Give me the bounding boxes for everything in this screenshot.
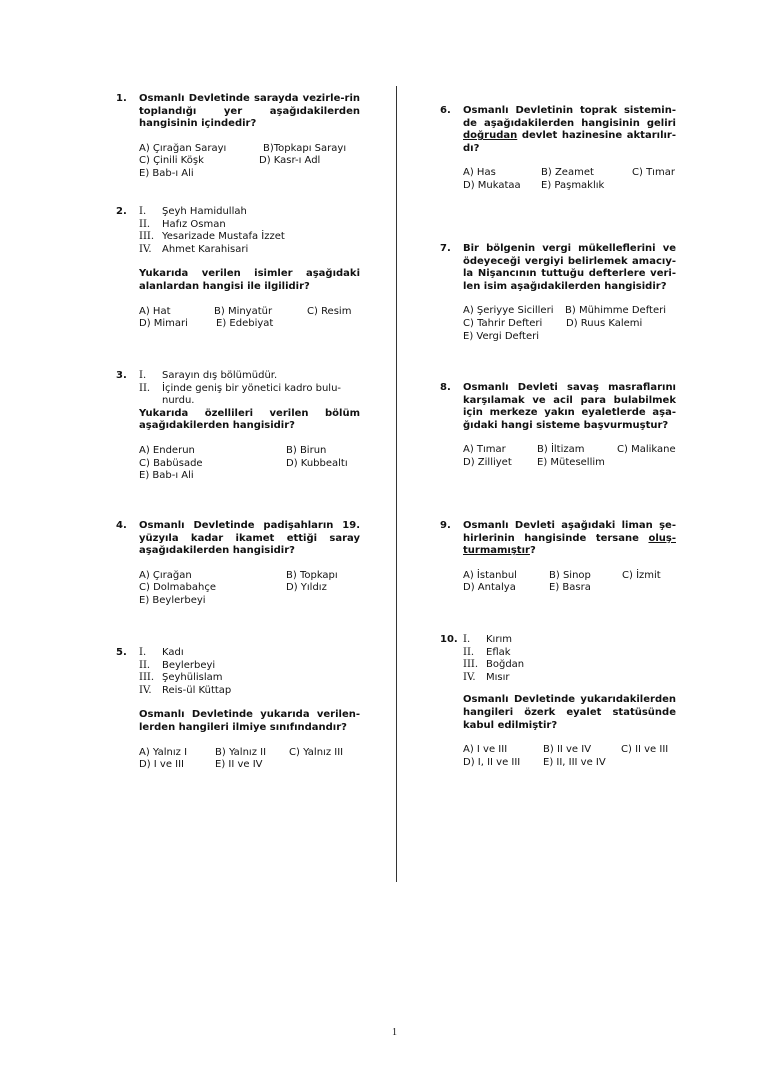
question-7 xyxy=(440,243,676,343)
question-stem: Osmanlı Devletinde padişahların 19. yüzyıla kadar ikamet ettiği saray aşağıdakilerden hangisidir? xyxy=(139,520,360,557)
question-number: 4. xyxy=(116,520,127,531)
option-b[interactable]: B) II ve IV xyxy=(543,744,592,756)
question-stem: Osmanlı Devletinde yukarıda verilen-lerden hangileri ilmiye sınıfındandır? xyxy=(139,709,360,733)
answer-options xyxy=(139,747,360,772)
question-2 xyxy=(116,206,360,331)
option-e[interactable]: E) Bab-ı Ali xyxy=(139,470,194,482)
answer-options xyxy=(139,143,360,181)
question-number: 10. xyxy=(440,634,458,645)
question-5 xyxy=(116,647,360,772)
question-stem: Osmanlı Devleti aşağıdaki liman şe-hirlerinin hangisinde tersane oluş-turmamıştır? xyxy=(463,520,676,557)
question-number: 8. xyxy=(440,382,451,393)
option-d[interactable]: D) Antalya xyxy=(463,582,516,594)
option-b[interactable]: B) İltizam xyxy=(537,444,585,456)
list-item: II. Eflak xyxy=(463,646,511,658)
roman-list xyxy=(139,206,360,256)
option-e[interactable]: E) Mütesellim xyxy=(537,456,605,468)
question-1 xyxy=(116,93,360,181)
list-item: II. Hafız Osman xyxy=(139,218,226,230)
option-a[interactable]: A) Şeriyye Sicilleri xyxy=(463,305,554,317)
roman-list xyxy=(463,634,676,684)
question-stem: Yukarıda özellileri verilen bölüm aşağıdakilerden hangisidir? xyxy=(139,407,360,432)
option-a[interactable]: A) İstanbul xyxy=(463,569,517,581)
option-b[interactable]: B) Minyatür xyxy=(214,305,273,317)
question-stem: Yukarıda verilen isimler aşağıdaki alanlardan hangisi ile ilgilidir? xyxy=(139,268,360,292)
question-stem: Osmanlı Devletinde sarayda vezirle-rin toplandığı yer aşağıdakilerden hangisinin içindedir? xyxy=(139,93,360,130)
option-d[interactable]: D) Yıldız xyxy=(286,582,327,594)
list-item: I. Sarayın dış bölümüdür. xyxy=(139,370,278,381)
question-number: 3. xyxy=(116,370,127,381)
option-b[interactable]: B) Mühimme Defteri xyxy=(565,305,666,317)
option-a[interactable]: A) Has xyxy=(463,167,496,179)
list-item: III. Şeyhülislam xyxy=(139,672,223,684)
list-item: I. Kırım xyxy=(463,634,512,645)
answer-options xyxy=(463,570,676,595)
option-b[interactable]: B) Topkapı xyxy=(286,569,338,581)
option-d[interactable]: D) Mimari xyxy=(139,318,188,330)
page-number: 1 xyxy=(392,1027,397,1038)
option-d[interactable]: D) Mukataa xyxy=(463,179,521,191)
question-3 xyxy=(116,370,360,483)
answer-options xyxy=(463,305,676,343)
question-number: 1. xyxy=(116,93,127,104)
option-d[interactable]: D) Zilliyet xyxy=(463,456,512,468)
option-c[interactable]: C) Çinili Köşk xyxy=(139,155,204,167)
question-number: 5. xyxy=(116,647,127,658)
question-stem: Osmanlı Devleti savaş masraflarını karşılamak ve acil para bulabilmek için merkeze yakın eyaletlerde aşa-ğıdaki hangi sisteme başvurmuştur? xyxy=(463,382,676,431)
list-item: II. İçinde geniş bir yönetici kadro bulu-nurdu. xyxy=(139,382,342,407)
option-e[interactable]: E) Paşmaklık xyxy=(541,179,605,191)
option-b[interactable]: B) Yalnız II xyxy=(215,746,267,758)
question-10 xyxy=(440,634,676,769)
roman-list xyxy=(139,647,360,697)
option-d[interactable]: D) I ve III xyxy=(139,759,185,771)
option-d[interactable]: D) I, II ve III xyxy=(463,756,521,768)
question-stem: Osmanlı Devletinin toprak sistemin-de aşağıdakilerden hangisinin geliri doğrudan devlet hazinesine aktarılır-dı? xyxy=(463,105,677,154)
option-c[interactable]: C) Dolmabahçe xyxy=(139,582,216,594)
roman-list xyxy=(139,370,360,408)
question-stem: Osmanlı Devletinde yukarıdakilerden hangileri özerk eyalet statüsünde kabul edilmiştir? xyxy=(463,694,676,731)
answer-options xyxy=(139,570,360,608)
option-a[interactable]: A) Çırağan xyxy=(139,569,192,581)
option-a[interactable]: A) Çırağan Sarayı xyxy=(139,142,227,154)
option-a[interactable]: A) Yalnız I xyxy=(139,746,188,758)
question-4 xyxy=(116,520,360,608)
option-c[interactable]: C) Babüsade xyxy=(139,457,203,469)
option-a[interactable]: A) Hat xyxy=(139,305,171,317)
list-item: IV. Reis-ül Küttap xyxy=(139,684,232,696)
option-b[interactable]: B) Zeamet xyxy=(541,167,594,179)
list-item: II. Beylerbeyi xyxy=(139,659,216,671)
option-c[interactable]: C) Resim xyxy=(307,305,352,317)
list-item: III. Yesarizade Mustafa İzzet xyxy=(139,231,285,243)
option-c[interactable]: C) Tımar xyxy=(632,167,675,179)
option-d[interactable]: D) Ruus Kalemi xyxy=(566,317,643,329)
list-item: III. Boğdan xyxy=(463,659,525,671)
option-e[interactable]: E) II ve IV xyxy=(215,759,263,771)
answer-options xyxy=(463,744,676,769)
option-a[interactable]: A) Enderun xyxy=(139,444,195,456)
question-6 xyxy=(440,105,676,193)
list-item: I. Kadı xyxy=(139,647,184,658)
option-c[interactable]: C) Malikane xyxy=(617,444,676,456)
question-number: 2. xyxy=(116,206,127,217)
answer-options xyxy=(139,445,360,483)
option-b[interactable]: B) Sinop xyxy=(549,569,591,581)
question-number: 9. xyxy=(440,520,451,531)
underlined-word: oluş-turmamıştır xyxy=(463,532,676,557)
option-a[interactable]: A) Tımar xyxy=(463,444,506,456)
option-b[interactable]: B) Birun xyxy=(286,444,327,456)
list-item: IV. Ahmet Karahisari xyxy=(139,243,249,255)
option-b[interactable]: B)Topkapı Sarayı xyxy=(263,142,347,154)
option-c[interactable]: C) II ve III xyxy=(621,744,669,756)
list-item: IV. Mısır xyxy=(463,671,510,683)
option-a[interactable]: A) I ve III xyxy=(463,744,508,756)
question-stem: Bir bölgenin vergi mükelleflerini ve ödeyeceği vergiyi belirlemek amacıy-la Nişancının tuttuğu defterlere veri-len isim aşağıdakilerden hangisidir? xyxy=(463,243,676,292)
option-e[interactable]: E) Basra xyxy=(549,582,591,594)
answer-options xyxy=(463,444,676,469)
option-d[interactable]: D) Kasr-ı Adl xyxy=(259,155,321,167)
answer-options xyxy=(139,306,360,331)
list-item: I. Şeyh Hamidullah xyxy=(139,206,247,217)
option-e[interactable]: E) Beylerbeyi xyxy=(139,594,206,606)
question-8 xyxy=(440,382,676,470)
option-c[interactable]: C) Yalnız III xyxy=(289,746,344,758)
question-number: 7. xyxy=(440,243,451,254)
option-e[interactable]: E) Vergi Defteri xyxy=(463,330,540,342)
underlined-word: doğrudan xyxy=(463,130,518,142)
column-divider xyxy=(396,86,397,882)
option-e[interactable]: E) Bab-ı Ali xyxy=(139,167,194,179)
question-number: 6. xyxy=(440,105,451,116)
answer-options xyxy=(463,167,676,192)
option-d[interactable]: D) Kubbealtı xyxy=(286,457,348,469)
option-e[interactable]: E) II, III ve IV xyxy=(543,756,606,768)
option-e[interactable]: E) Edebiyat xyxy=(216,318,274,330)
option-c[interactable]: C) İzmit xyxy=(622,569,661,581)
option-c[interactable]: C) Tahrir Defteri xyxy=(463,317,543,329)
question-9 xyxy=(440,520,676,595)
